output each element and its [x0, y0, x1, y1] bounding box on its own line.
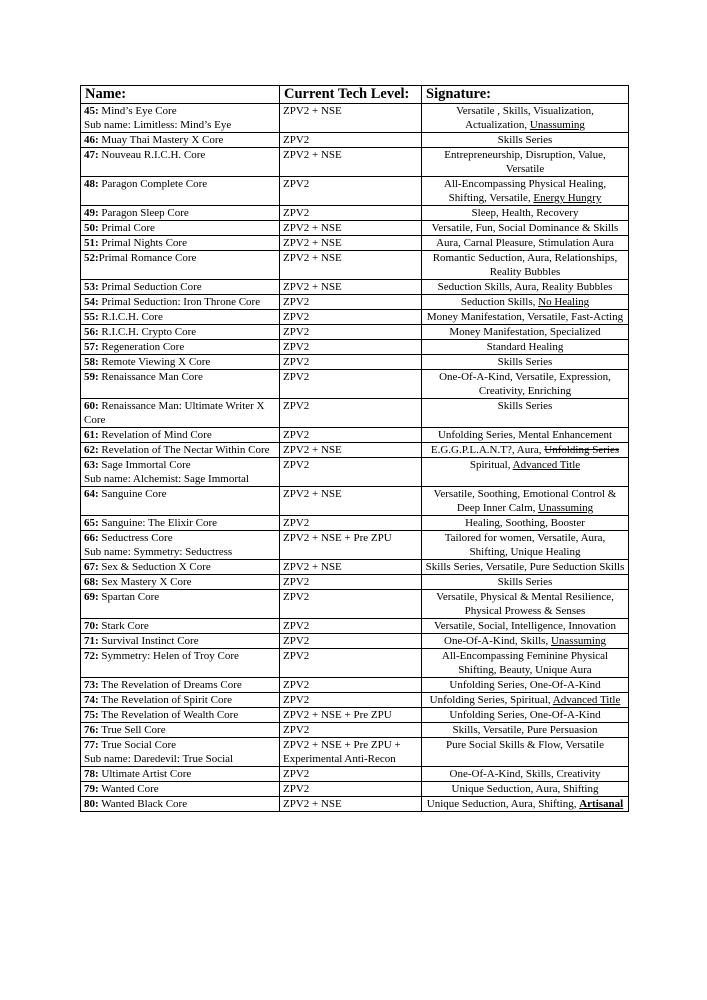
table-row	[81, 634, 629, 649]
core-name-cell	[81, 104, 280, 133]
core-name-cell	[81, 370, 280, 399]
header-row	[81, 86, 629, 104]
table-row	[81, 280, 629, 295]
signature-cell	[422, 723, 629, 738]
signature-text: Romantic Seduction, Aura, Relationships, Reality Bubbles	[432, 252, 618, 278]
signature-text: Versatile, Physical & Mental Resilience, Physical Prowess & Senses	[436, 591, 614, 617]
core-name: R.I.C.H. Core	[101, 311, 163, 323]
core-number: 57:	[84, 341, 99, 353]
core-name: Stark Core	[101, 620, 149, 632]
table-row	[81, 310, 629, 325]
core-number: 49:	[84, 207, 99, 219]
table-row	[81, 516, 629, 531]
signature-cell	[422, 133, 629, 148]
core-number: 69:	[84, 591, 99, 603]
core-name: Sage Immortal Core	[101, 459, 191, 471]
table-row	[81, 649, 629, 678]
table-row	[81, 590, 629, 619]
core-number: 52:	[84, 252, 99, 264]
signature-text: Skills Series	[497, 356, 553, 368]
core-name-cell	[81, 634, 280, 649]
signature-text: No Healing	[538, 296, 590, 308]
core-name: Revelation of Mind Core	[101, 429, 212, 441]
table-row	[81, 236, 629, 251]
core-name-cell	[81, 177, 280, 206]
tech-level-cell: ZPV2 + NSE + Pre ZPU	[280, 708, 422, 723]
tech-level-cell: ZPV2 + NSE	[280, 560, 422, 575]
core-number: 79:	[84, 783, 99, 795]
tech-level-cell: ZPV2	[280, 428, 422, 443]
signature-cell	[422, 531, 629, 560]
core-number: 59:	[84, 371, 99, 383]
signature-cell	[422, 428, 629, 443]
core-name-cell	[81, 738, 280, 767]
core-name-cell	[81, 355, 280, 370]
table-body	[81, 104, 629, 812]
core-name: Spartan Core	[101, 591, 160, 603]
core-name: Primal Seduction Core	[101, 281, 202, 293]
signature-text: Unfolding Series, One-Of-A-Kind	[449, 709, 601, 721]
signature-cell	[422, 340, 629, 355]
tech-level-cell: ZPV2	[280, 678, 422, 693]
core-name: Seductress Core	[101, 532, 173, 544]
signature-cell	[422, 782, 629, 797]
tech-level-cell: ZPV2	[280, 723, 422, 738]
table-row	[81, 560, 629, 575]
core-number: 61:	[84, 429, 99, 441]
core-name: Ultimate Artist Core	[101, 768, 192, 780]
tech-level-cell: ZPV2	[280, 340, 422, 355]
core-name-cell	[81, 458, 280, 487]
core-sub-name: Sub name: Limitless: Mind’s Eye	[84, 119, 232, 131]
signature-text: Unfolding Series	[544, 444, 620, 456]
signature-cell	[422, 708, 629, 723]
table-row	[81, 738, 629, 767]
signature-text: Skills Series	[497, 400, 553, 412]
table-row	[81, 148, 629, 177]
signature-text: Unassuming	[529, 119, 585, 131]
core-number: 80:	[84, 798, 99, 810]
tech-level-cell: ZPV2	[280, 206, 422, 221]
core-name-cell	[81, 221, 280, 236]
table-row	[81, 325, 629, 340]
core-name: Primal Romance Core	[98, 252, 197, 264]
core-name-cell	[81, 251, 280, 280]
core-number: 78:	[84, 768, 99, 780]
signature-cell	[422, 221, 629, 236]
tech-level-cell: ZPV2	[280, 355, 422, 370]
table-row	[81, 251, 629, 280]
core-name: Primal Nights Core	[101, 237, 187, 249]
signature-text: All-Encompassing Feminine Physical Shifting, Beauty, Unique Aura	[441, 650, 609, 676]
core-name: Paragon Complete Core	[101, 178, 208, 190]
signature-text: Unique Seduction, Aura, Shifting	[451, 783, 599, 795]
core-name: Renaissance Man: Ultimate Writer X Core	[84, 400, 265, 426]
core-name-cell	[81, 340, 280, 355]
core-name-cell	[81, 148, 280, 177]
core-name: Primal Seduction: Iron Throne Core	[101, 296, 261, 308]
signature-text: Seduction Skills, Aura, Reality Bubbles	[437, 281, 613, 293]
core-name-cell	[81, 590, 280, 619]
table-row	[81, 458, 629, 487]
signature-column-header: Signature:	[422, 86, 629, 104]
signature-text: Unfolding Series, Mental Enhancement	[437, 429, 613, 441]
core-number: 55:	[84, 311, 99, 323]
tech-level-cell: ZPV2	[280, 649, 422, 678]
tech-level-cell: ZPV2	[280, 516, 422, 531]
core-number: 54:	[84, 296, 99, 308]
core-number: 58:	[84, 356, 99, 368]
core-name-cell	[81, 767, 280, 782]
signature-text: Unique Seduction, Aura, Shifting,	[426, 798, 580, 810]
signature-text: Versatile, Soothing, Emotional Control & Deep Inner Calm,	[433, 488, 617, 514]
core-name: The Revelation of Dreams Core	[101, 679, 242, 691]
signature-text: Advanced Title	[552, 694, 621, 706]
core-name-cell	[81, 678, 280, 693]
tech-level-cell: ZPV2	[280, 325, 422, 340]
tech-level-cell: ZPV2 + NSE	[280, 148, 422, 177]
core-number: 76:	[84, 724, 99, 736]
signature-text: Standard Healing	[486, 341, 564, 353]
core-name: R.I.C.H. Crypto Core	[101, 326, 197, 338]
signature-cell	[422, 325, 629, 340]
table-row	[81, 443, 629, 458]
core-name-cell	[81, 487, 280, 516]
core-name-cell	[81, 133, 280, 148]
core-name-cell	[81, 325, 280, 340]
core-name-cell	[81, 797, 280, 812]
core-name-cell	[81, 619, 280, 634]
core-name: The Revelation of Spirit Core	[101, 694, 232, 706]
core-name: Sex & Seduction X Core	[101, 561, 211, 573]
tech-level-cell: ZPV2	[280, 619, 422, 634]
tech-level-cell: ZPV2	[280, 133, 422, 148]
core-name-cell	[81, 399, 280, 428]
core-name: Remote Viewing X Core	[101, 356, 211, 368]
tech-level-cell: ZPV2 + NSE	[280, 280, 422, 295]
core-name-cell	[81, 560, 280, 575]
core-name: Revelation of The Nectar Within Core	[101, 444, 270, 456]
signature-cell	[422, 177, 629, 206]
signature-cell	[422, 678, 629, 693]
core-name-cell	[81, 782, 280, 797]
tech-level-cell: ZPV2	[280, 634, 422, 649]
core-number: 70:	[84, 620, 99, 632]
core-number: 48:	[84, 178, 99, 190]
core-number: 77:	[84, 739, 99, 751]
signature-cell	[422, 280, 629, 295]
signature-cell	[422, 370, 629, 399]
core-number: 63:	[84, 459, 99, 471]
core-name: The Revelation of Wealth Core	[101, 709, 239, 721]
table-row	[81, 428, 629, 443]
tech-level-cell: ZPV2 + NSE	[280, 104, 422, 133]
core-name-cell	[81, 236, 280, 251]
table-row	[81, 797, 629, 812]
core-number: 56:	[84, 326, 99, 338]
signature-text: Skills Series	[497, 576, 553, 588]
signature-text: Aura, Carnal Pleasure, Stimulation Aura	[436, 237, 614, 249]
core-number: 53:	[84, 281, 99, 293]
core-number: 71:	[84, 635, 99, 647]
signature-text: Sleep, Health, Recovery	[471, 207, 579, 219]
core-number: 62:	[84, 444, 99, 456]
core-name: Primal Core	[101, 222, 155, 234]
core-name: Wanted Black Core	[101, 798, 188, 810]
signature-cell	[422, 797, 629, 812]
core-sub-name: Sub name: Alchemist: Sage Immortal	[84, 473, 249, 485]
tech-level-cell: ZPV2	[280, 767, 422, 782]
core-number: 67:	[84, 561, 99, 573]
core-number: 47:	[84, 149, 99, 161]
signature-cell	[422, 355, 629, 370]
core-number: 64:	[84, 488, 99, 500]
signature-text: All-Encompassing Physical Healing, Shifting, Versatile,	[443, 178, 607, 204]
tech-level-cell: ZPV2	[280, 177, 422, 206]
signature-cell	[422, 649, 629, 678]
signature-cell	[422, 236, 629, 251]
tech-level-cell: ZPV2	[280, 575, 422, 590]
signature-text: Money Manifestation, Versatile, Fast-Acting	[426, 311, 624, 323]
tech-level-cell: ZPV2 + NSE	[280, 487, 422, 516]
core-name-cell	[81, 310, 280, 325]
signature-cell	[422, 738, 629, 767]
core-number: 45:	[84, 105, 99, 117]
signature-cell	[422, 619, 629, 634]
signature-text: Versatile, Fun, Social Dominance & Skills	[431, 222, 619, 234]
core-name-cell	[81, 575, 280, 590]
core-number: 65:	[84, 517, 99, 529]
tech-level-column-header: Current Tech Level:	[280, 86, 422, 104]
core-name: True Sell Core	[101, 724, 166, 736]
signature-text: Versatile, Social, Intelligence, Innovation	[433, 620, 617, 632]
signature-text: Skills, Versatile, Pure Persuasion	[452, 724, 598, 736]
core-number: 73:	[84, 679, 99, 691]
core-name-cell	[81, 531, 280, 560]
table-row	[81, 340, 629, 355]
tech-level-cell: ZPV2	[280, 295, 422, 310]
signature-text: One-Of-A-Kind, Skills,	[444, 635, 551, 647]
signature-text: Unfolding Series, Spiritual,	[429, 694, 553, 706]
core-name: Regeneration Core	[101, 341, 185, 353]
table-row	[81, 575, 629, 590]
signature-cell	[422, 295, 629, 310]
signature-text: Advanced Title	[512, 459, 581, 471]
table-row	[81, 708, 629, 723]
core-number: 68:	[84, 576, 99, 588]
core-number: 75:	[84, 709, 99, 721]
signature-cell	[422, 251, 629, 280]
signature-cell	[422, 560, 629, 575]
table-row	[81, 295, 629, 310]
tech-level-cell: ZPV2 + NSE	[280, 797, 422, 812]
core-name-cell	[81, 295, 280, 310]
signature-text: Seduction Skills,	[460, 296, 539, 308]
signature-text: One-Of-A-Kind, Skills, Creativity	[449, 768, 601, 780]
tech-level-cell: ZPV2 + NSE	[280, 251, 422, 280]
table-row	[81, 221, 629, 236]
core-name: Muay Thai Mastery X Core	[101, 134, 224, 146]
core-name-cell	[81, 206, 280, 221]
core-name: Symmetry: Helen of Troy Core	[101, 650, 239, 662]
core-name-cell	[81, 280, 280, 295]
signature-text: Unassuming	[550, 635, 606, 647]
table-row	[81, 370, 629, 399]
table-row	[81, 206, 629, 221]
core-name-cell	[81, 428, 280, 443]
core-number: 74:	[84, 694, 99, 706]
tech-level-cell: ZPV2 + NSE	[280, 236, 422, 251]
core-name-cell	[81, 516, 280, 531]
signature-cell	[422, 458, 629, 487]
signature-cell	[422, 443, 629, 458]
signature-text: Pure Social Skills & Flow, Versatile	[446, 739, 604, 751]
core-name-cell	[81, 443, 280, 458]
signature-cell	[422, 310, 629, 325]
table-row	[81, 355, 629, 370]
signature-cell	[422, 693, 629, 708]
signature-text: Money Manifestation, Specialized	[449, 326, 601, 338]
tech-level-cell: ZPV2 + NSE + Pre ZPU + Experimental Anti-Recon	[280, 738, 422, 767]
signature-cell	[422, 399, 629, 428]
table-row	[81, 133, 629, 148]
core-name: Renaissance Man Core	[101, 371, 203, 383]
tech-level-cell: ZPV2 + NSE	[280, 443, 422, 458]
tech-level-cell: ZPV2	[280, 399, 422, 428]
signature-cell	[422, 634, 629, 649]
tech-level-cell: ZPV2	[280, 370, 422, 399]
core-name: Wanted Core	[101, 783, 159, 795]
table-row	[81, 399, 629, 428]
core-name: True Social Core	[101, 739, 176, 751]
signature-cell	[422, 148, 629, 177]
signature-text: Healing, Soothing, Booster	[465, 517, 585, 529]
table-row	[81, 782, 629, 797]
signature-cell	[422, 590, 629, 619]
core-sub-name: Sub name: Symmetry: Seductress	[84, 546, 233, 558]
core-name: Mind’s Eye Core	[101, 105, 177, 117]
tech-level-cell: ZPV2	[280, 310, 422, 325]
table-row	[81, 177, 629, 206]
table-row	[81, 619, 629, 634]
core-number: 46:	[84, 134, 99, 146]
signature-text: Versatile , Skills, Visualization, Actualization,	[456, 105, 594, 131]
signature-text: E.G.G.P.L.A.N.T?, Aura,	[430, 444, 545, 456]
table-row	[81, 723, 629, 738]
core-sub-name: Sub name: Daredevil: True Social	[84, 753, 234, 765]
cores-table	[80, 85, 629, 812]
core-number: 72:	[84, 650, 99, 662]
core-name-cell	[81, 693, 280, 708]
signature-text: One-Of-A-Kind, Versatile, Expression, Creativity, Enriching	[439, 371, 611, 397]
signature-cell	[422, 206, 629, 221]
core-number: 60:	[84, 400, 99, 412]
table-row	[81, 678, 629, 693]
tech-level-cell: ZPV2	[280, 458, 422, 487]
signature-text: Artisanal	[579, 798, 624, 810]
signature-cell	[422, 516, 629, 531]
tech-level-cell: ZPV2	[280, 782, 422, 797]
signature-text: Skills Series	[497, 134, 553, 146]
table-row	[81, 767, 629, 782]
table-row	[81, 693, 629, 708]
name-column-header: Name:	[81, 86, 280, 104]
core-name: Sanguine: The Elixir Core	[101, 517, 218, 529]
table-row	[81, 531, 629, 560]
core-name-cell	[81, 649, 280, 678]
tech-level-cell: ZPV2	[280, 590, 422, 619]
tech-level-cell: ZPV2 + NSE	[280, 221, 422, 236]
core-name: Survival Instinct Core	[101, 635, 199, 647]
signature-cell	[422, 104, 629, 133]
signature-text: Skills Series, Versatile, Pure Seduction Skills	[425, 561, 625, 573]
signature-cell	[422, 767, 629, 782]
core-name: Nouveau R.I.C.H. Core	[101, 149, 206, 161]
core-number: 66:	[84, 532, 99, 544]
signature-text: Energy Hungry	[533, 192, 602, 204]
tech-level-cell: ZPV2	[280, 693, 422, 708]
signature-text: Unassuming	[538, 502, 594, 514]
core-name: Sanguine Core	[101, 488, 167, 500]
core-number: 51:	[84, 237, 99, 249]
core-name: Paragon Sleep Core	[101, 207, 189, 219]
signature-cell	[422, 575, 629, 590]
core-name-cell	[81, 708, 280, 723]
core-name-cell	[81, 723, 280, 738]
core-number: 50:	[84, 222, 99, 234]
signature-text: Spiritual,	[469, 459, 513, 471]
signature-text: Tailored for women, Versatile, Aura, Shifting, Unique Healing	[444, 532, 606, 558]
core-name: Sex Mastery X Core	[101, 576, 192, 588]
table-row	[81, 487, 629, 516]
tech-level-cell: ZPV2 + NSE + Pre ZPU	[280, 531, 422, 560]
signature-text: Unfolding Series, One-Of-A-Kind	[449, 679, 601, 691]
signature-cell	[422, 487, 629, 516]
table-row	[81, 104, 629, 133]
signature-text: Entrepreneurship, Disruption, Value, Versatile	[444, 149, 606, 175]
